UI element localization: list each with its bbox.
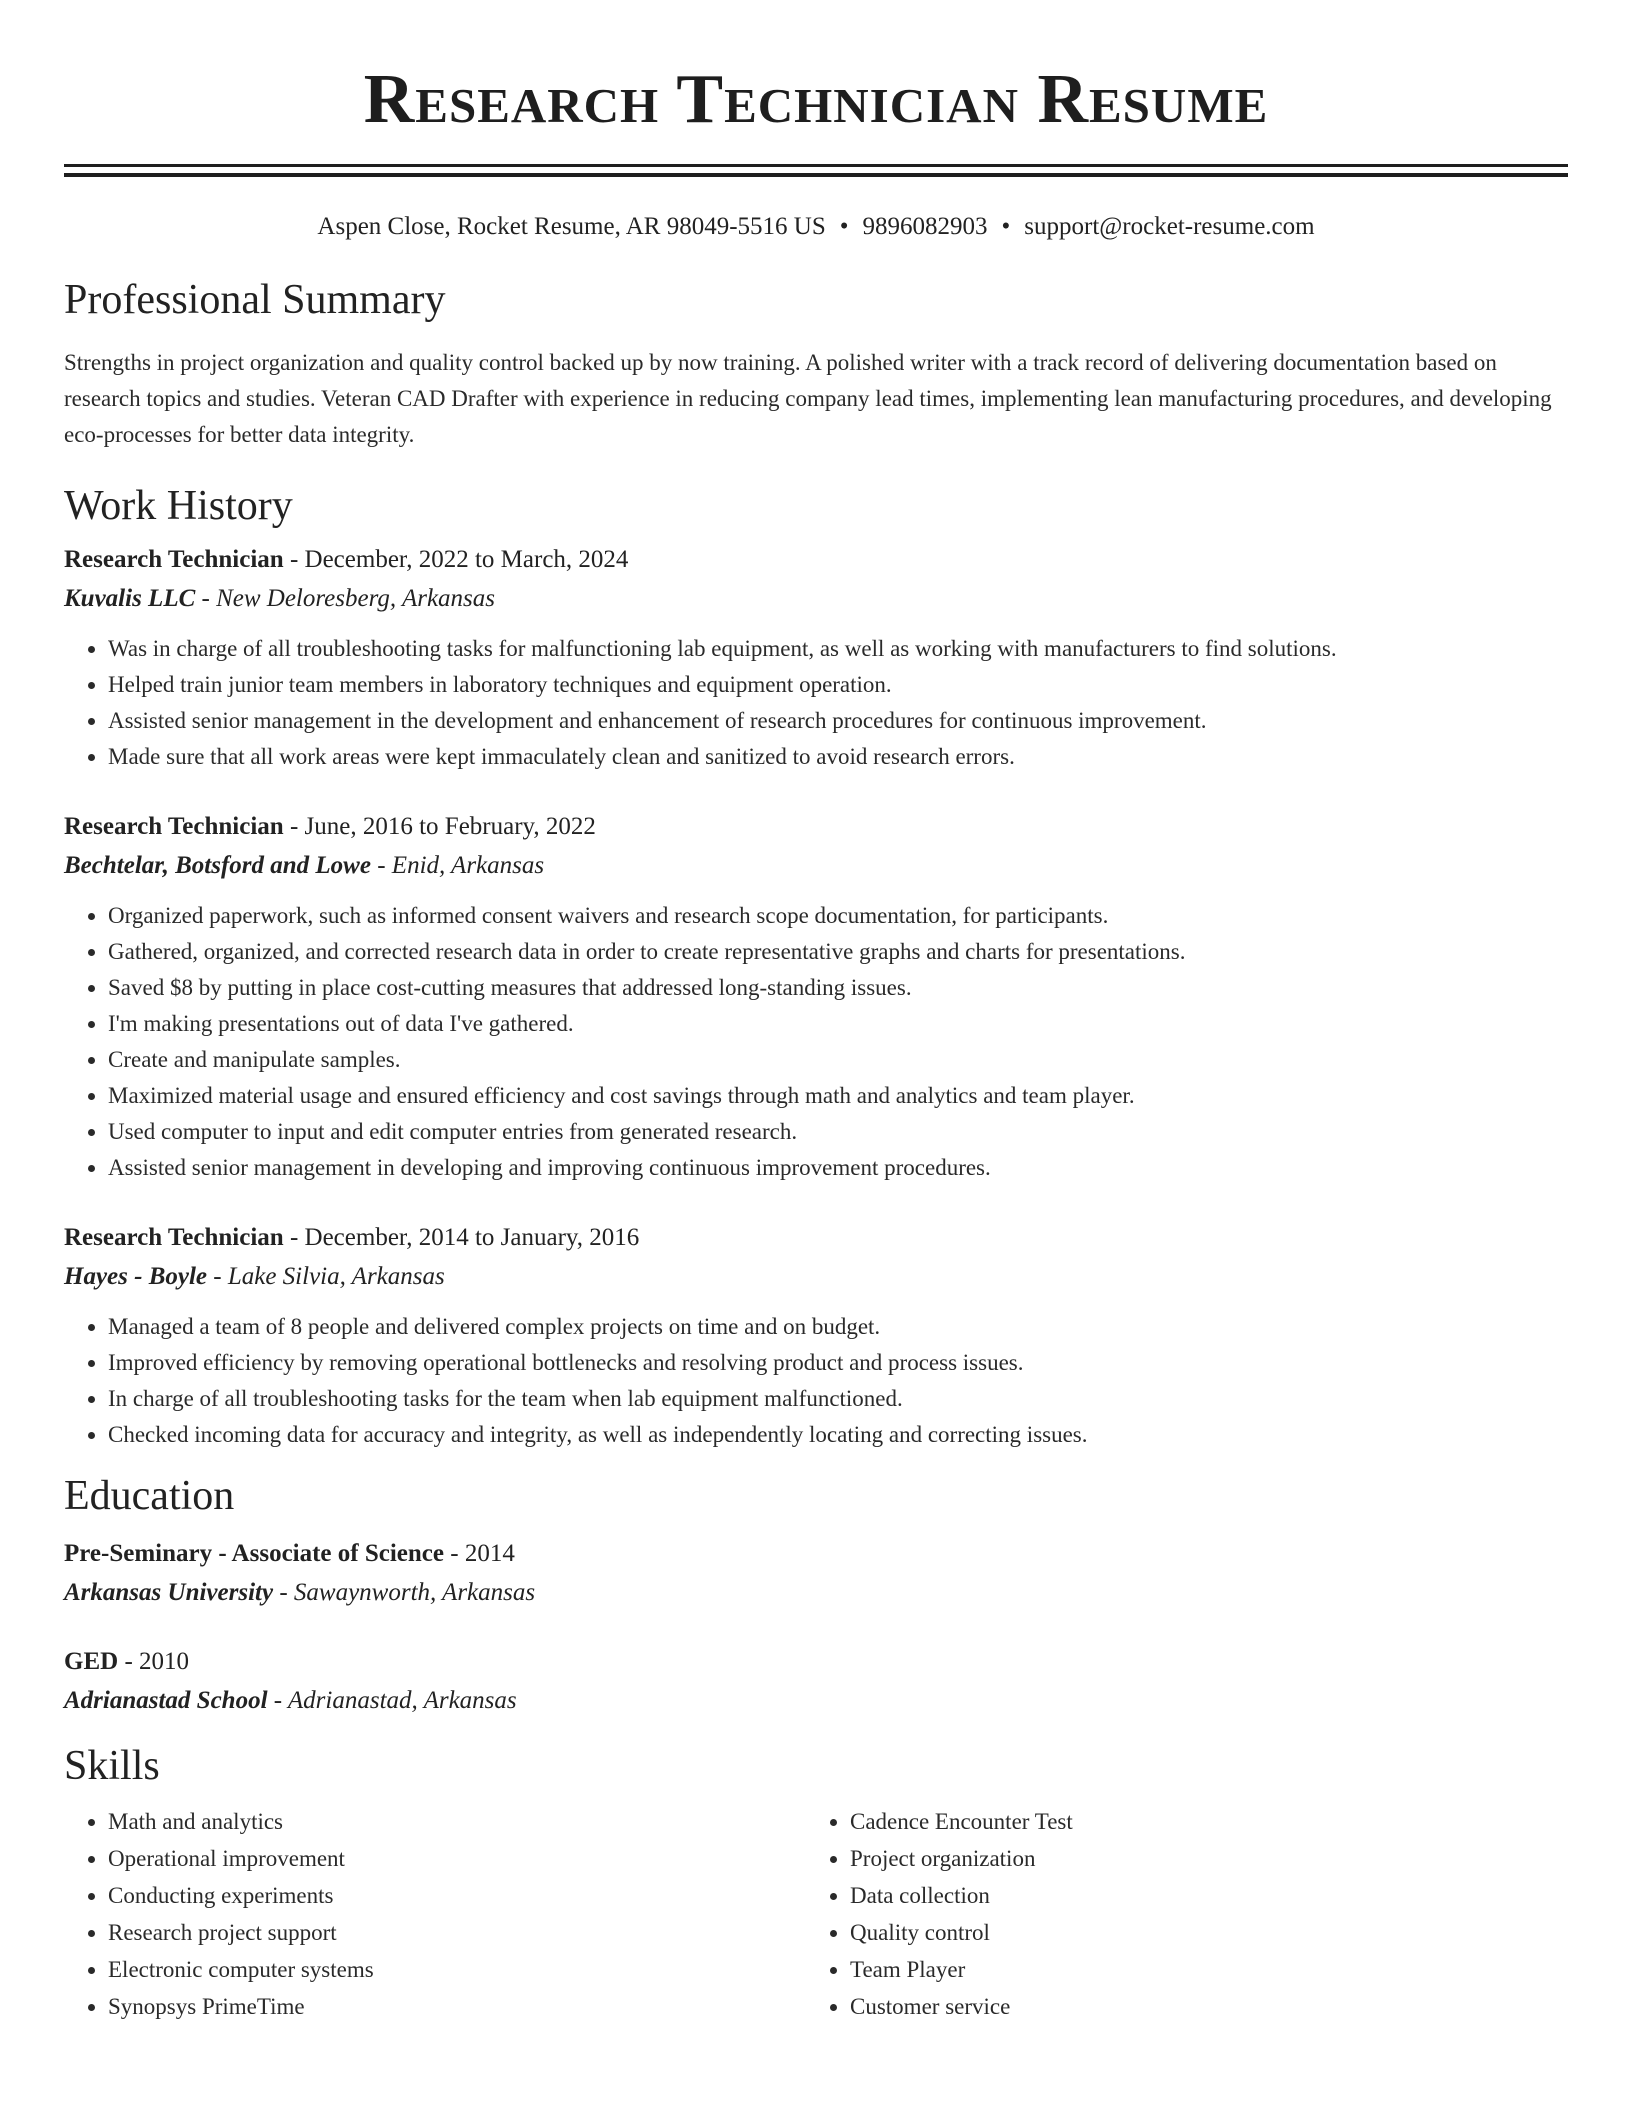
job-employer-line bbox=[64, 1257, 1568, 1297]
job-entry bbox=[64, 1219, 1568, 1453]
job-employer: Hayes - Boyle bbox=[64, 1263, 208, 1290]
job-title: Research Technician bbox=[64, 546, 284, 573]
education-entry bbox=[64, 1643, 1568, 1721]
list-item: • I'm making presentations out of data I've gathered. bbox=[108, 1006, 1568, 1042]
title-divider-top bbox=[64, 164, 1568, 167]
job-entry bbox=[64, 541, 1568, 775]
skill-item: • Cadence Encounter Test bbox=[850, 1803, 1548, 1840]
job-bullets bbox=[64, 898, 1568, 1186]
list-item: • Used computer to input and edit computer entries from generated research. bbox=[108, 1114, 1568, 1150]
title-divider-bottom bbox=[64, 173, 1568, 177]
job-entry bbox=[64, 808, 1568, 1186]
contact-address: Aspen Close, Rocket Resume, AR 98049-5516 US bbox=[317, 213, 826, 240]
list-item: • Made sure that all work areas were kept immaculately clean and sanitized to avoid research errors. bbox=[108, 739, 1568, 775]
job-dates: - December, 2014 to January, 2016 bbox=[283, 1224, 640, 1251]
education-heading: Education bbox=[64, 1473, 235, 1519]
job-bullets bbox=[64, 1309, 1568, 1453]
list-item: • Saved $8 by putting in place cost-cutting measures that addressed long-standing issues. bbox=[108, 970, 1568, 1006]
skill-item: • Synopsys PrimeTime bbox=[108, 1988, 806, 2025]
school-line bbox=[64, 1573, 1568, 1613]
job-title-line bbox=[64, 808, 1568, 846]
job-location: - Lake Silvia, Arkansas bbox=[207, 1263, 445, 1290]
school-name: Adrianastad School bbox=[64, 1687, 268, 1714]
contact-separator: • bbox=[1001, 213, 1011, 240]
degree-name: GED bbox=[64, 1648, 119, 1675]
skill-item: • Math and analytics bbox=[108, 1803, 806, 1840]
school-location: - Sawaynworth, Arkansas bbox=[273, 1579, 536, 1606]
job-dates: - June, 2016 to February, 2022 bbox=[283, 813, 596, 840]
contact-separator: • bbox=[839, 213, 849, 240]
skills-column-right bbox=[806, 1803, 1548, 2025]
list-item: • In charge of all troubleshooting tasks for the team when lab equipment malfunctioned. bbox=[108, 1381, 1568, 1417]
spacer bbox=[64, 1186, 1568, 1219]
skill-item: • Conducting experiments bbox=[108, 1877, 806, 1914]
degree-line bbox=[64, 1643, 1568, 1681]
list-item: • Gathered, organized, and corrected research data in order to create representative graphs and charts for presentations. bbox=[108, 934, 1568, 970]
degree-name: Pre-Seminary - Associate of Science bbox=[64, 1540, 444, 1567]
skill-item: • Data collection bbox=[850, 1877, 1548, 1914]
job-dates: - December, 2022 to March, 2024 bbox=[283, 546, 629, 573]
job-employer-line bbox=[64, 846, 1568, 886]
list-item: • Organized paperwork, such as informed consent waivers and research scope documentation, for participants. bbox=[108, 898, 1568, 934]
spacer bbox=[64, 775, 1568, 808]
skill-item: • Operational improvement bbox=[108, 1840, 806, 1877]
list-item: • Create and manipulate samples. bbox=[108, 1042, 1568, 1078]
job-title-line bbox=[64, 1219, 1568, 1257]
job-location: - Enid, Arkansas bbox=[370, 852, 545, 879]
summary-text: Strengths in project organization and quality control backed up by now training. A polished writer with a track record of delivering documentation based on research topics and studies. Veteran CAD Drafter with experience in reducing company lead times, implementing lean manufacturing procedures, and developing eco-processes for better data integrity. bbox=[64, 350, 1552, 447]
school-line bbox=[64, 1681, 1568, 1721]
job-employer-line bbox=[64, 579, 1568, 619]
skills-column-left bbox=[64, 1803, 806, 2025]
skill-item: • Team Player bbox=[850, 1951, 1548, 1988]
list-item: • Managed a team of 8 people and delivered complex projects on time and on budget. bbox=[108, 1309, 1568, 1345]
job-employer: Bechtelar, Botsford and Lowe bbox=[64, 852, 371, 879]
degree-line bbox=[64, 1535, 1568, 1573]
skill-item: • Customer service bbox=[850, 1988, 1548, 2025]
job-title: Research Technician bbox=[64, 813, 284, 840]
list-item: • Maximized material usage and ensured efficiency and cost savings through math and analytics and team player. bbox=[108, 1078, 1568, 1114]
list-item: • Was in charge of all troubleshooting tasks for malfunctioning lab equipment, as well as working with manufacturers to find solutions. bbox=[108, 631, 1568, 667]
skill-item: • Electronic computer systems bbox=[108, 1951, 806, 1988]
job-title-line bbox=[64, 541, 1568, 579]
skill-item: • Project organization bbox=[850, 1840, 1548, 1877]
skills-heading: Skills bbox=[64, 1743, 160, 1789]
skill-item: • Quality control bbox=[850, 1914, 1548, 1951]
school-location: - Adrianastad, Arkansas bbox=[267, 1687, 517, 1714]
contact-email: support@rocket-resume.com bbox=[1024, 213, 1315, 240]
skills-bullets bbox=[64, 1803, 806, 2025]
spacer bbox=[64, 1613, 1568, 1643]
list-item: • Assisted senior management in developing and improving continuous improvement procedures. bbox=[108, 1150, 1568, 1186]
list-item: • Checked incoming data for accuracy and integrity, as well as independently locating and correcting issues. bbox=[108, 1417, 1568, 1453]
job-location: - New Deloresberg, Arkansas bbox=[195, 585, 496, 612]
school-name: Arkansas University bbox=[64, 1579, 274, 1606]
list-item: • Helped train junior team members in laboratory techniques and equipment operation. bbox=[108, 667, 1568, 703]
list-item: • Assisted senior management in the development and enhancement of research procedures for continuous improvement. bbox=[108, 703, 1568, 739]
work-history-heading: Work History bbox=[64, 483, 293, 529]
degree-year: - 2010 bbox=[118, 1648, 190, 1675]
list-item: • Improved efficiency by removing operational bottlenecks and resolving product and process issues. bbox=[108, 1345, 1568, 1381]
job-title: Research Technician bbox=[64, 1224, 284, 1251]
contact-line bbox=[64, 211, 1568, 243]
education-entry bbox=[64, 1535, 1568, 1613]
contact-phone: 9896082903 bbox=[862, 213, 988, 240]
job-employer: Kuvalis LLC bbox=[64, 585, 196, 612]
skills-bullets bbox=[806, 1803, 1548, 2025]
skill-item: • Research project support bbox=[108, 1914, 806, 1951]
summary-heading: Professional Summary bbox=[64, 277, 446, 323]
page-title: Research Technician Resume bbox=[363, 61, 1269, 138]
job-bullets bbox=[64, 631, 1568, 775]
degree-year: - 2014 bbox=[444, 1540, 515, 1567]
skills-list bbox=[64, 1803, 1568, 2025]
